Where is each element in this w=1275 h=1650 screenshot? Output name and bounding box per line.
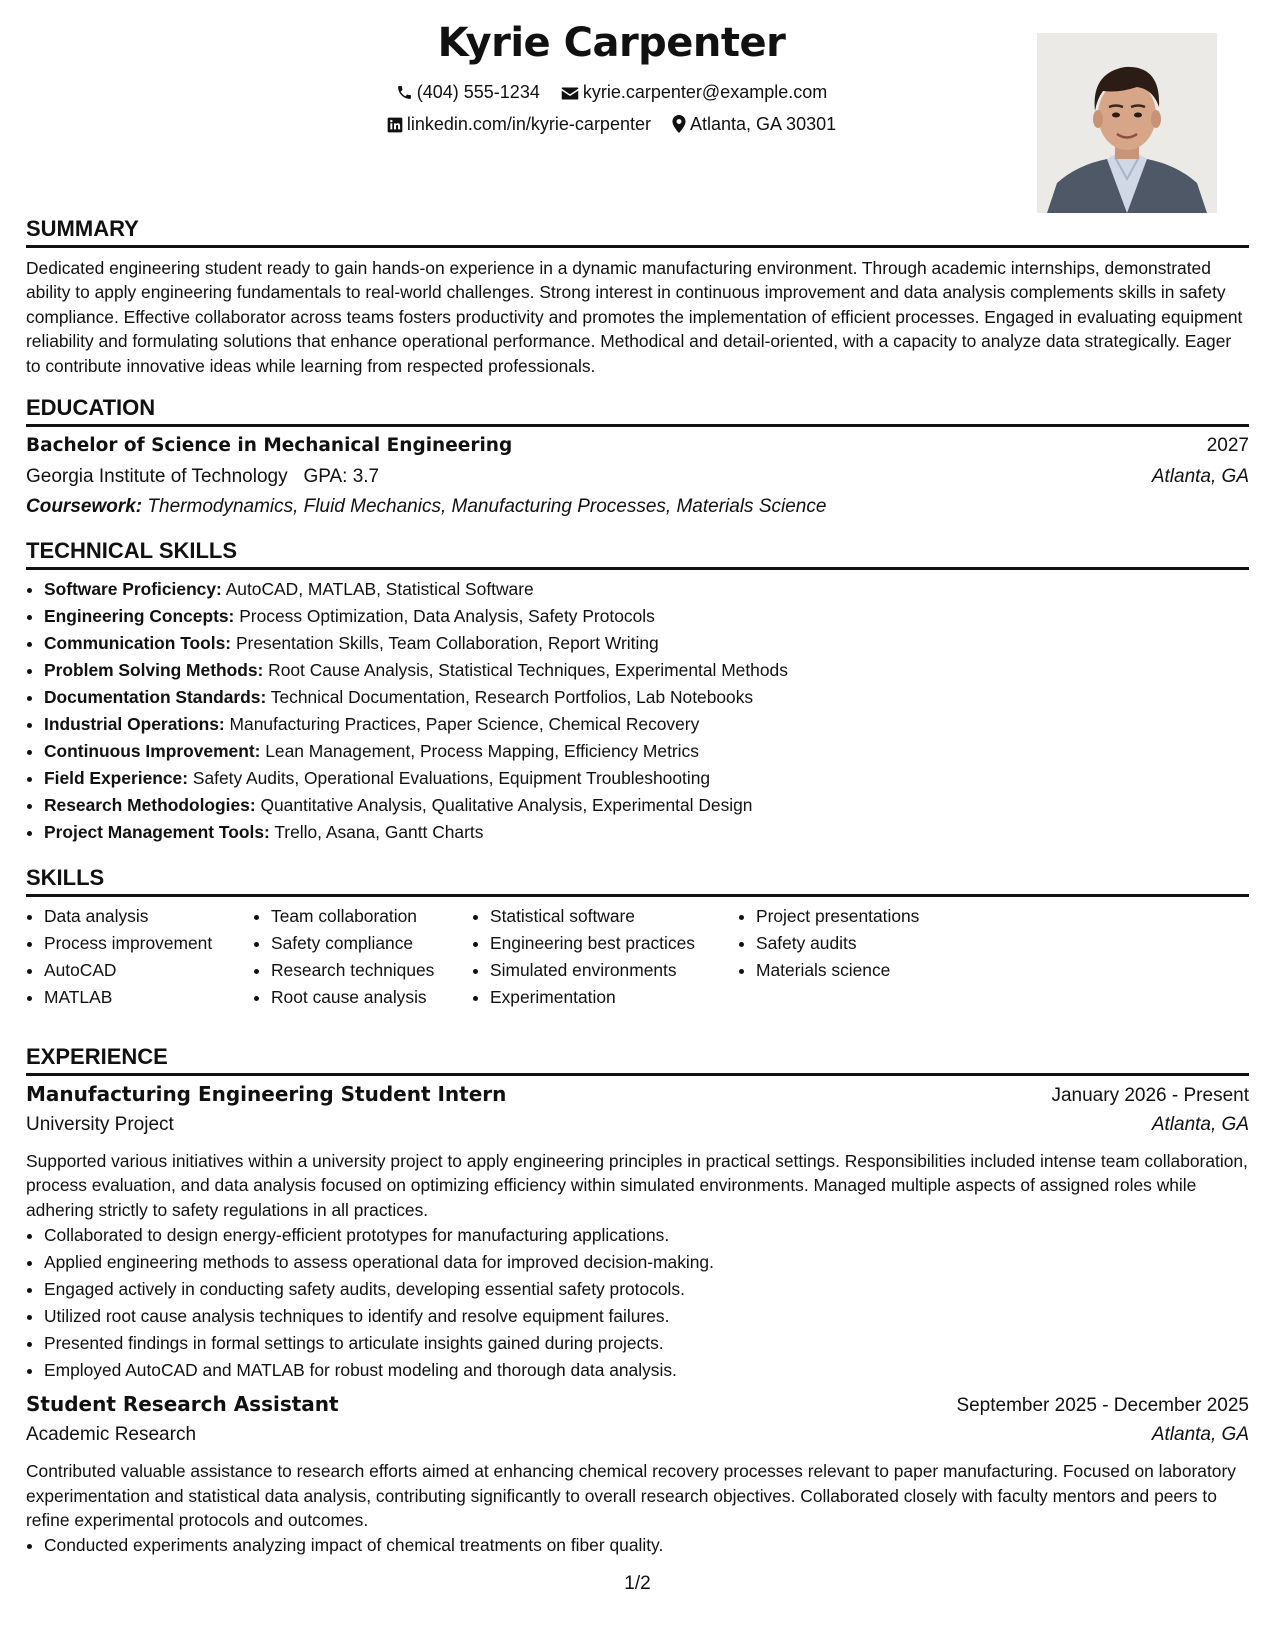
linkedin-text[interactable]: linkedin.com/in/kyrie-carpenter <box>406 113 651 134</box>
list-item <box>44 603 1249 630</box>
list-item: • Engaged actively in conducting safety audits, developing essential safety protocols. <box>44 1276 1249 1303</box>
school-line <box>26 466 379 488</box>
item-value: Root Cause Analysis, Statistical Techniques, Experimental Methods <box>263 660 788 680</box>
list-item <box>44 819 1249 846</box>
job-org-row <box>26 1424 1249 1454</box>
skill-item: • Process improvement <box>44 930 253 957</box>
contact-linkedin[interactable] <box>387 114 651 135</box>
item-label: Problem Solving Methods: <box>44 660 264 680</box>
skills-column <box>26 903 253 1011</box>
item-value: Quantitative Analysis, Qualitative Analysis, Experimental Design <box>255 795 753 815</box>
contact-phone <box>396 82 540 103</box>
summary-text: Dedicated engineering student ready to gain hands-on experience in a dynamic manufacturing environment. Through academic internships, demonstrated ability to apply engineering fundamentals to real-world challenges. Strong interest in continuous improvement and data analysis complements skills in safety compliance. Effective collaborator across teams fosters productivity and promotes the implementation of efficient processes. Engaged in evaluating equipment reliability and formulating solutions that enhance operational performance. Methodical and detail-oriented, with a capacity to analyze data strategically. Eager to contribute innovative ideas while learning from respected professionals. <box>26 258 1243 376</box>
section-divider <box>26 894 1249 897</box>
item-label: Research Methodologies: <box>44 795 256 815</box>
skill-item: • Root cause analysis <box>271 984 472 1011</box>
list-item <box>44 657 1249 684</box>
list-item: • Presented findings in formal settings to articulate insights gained during projects. <box>44 1330 1249 1357</box>
section-title: SUMMARY <box>26 216 139 241</box>
item-value: Trello, Asana, Gantt Charts <box>269 822 484 842</box>
item-label: Documentation Standards: <box>44 687 267 707</box>
phone-icon <box>396 84 413 101</box>
section-divider <box>26 1073 1249 1076</box>
coursework-list: Thermodynamics, Fluid Mechanics, Manufacturing Processes, Materials Science <box>142 496 827 517</box>
envelope-icon <box>561 86 579 101</box>
job-header-row <box>26 1392 1249 1424</box>
list-item <box>44 765 1249 792</box>
item-value: Technical Documentation, Research Portfolios, Lab Notebooks <box>266 687 754 707</box>
summary-section <box>26 214 1249 378</box>
item-value: Lean Management, Process Mapping, Efficiency Metrics <box>260 741 699 761</box>
item-value: Presentation Skills, Team Collaboration, Report Writing <box>231 633 659 653</box>
gpa: GPA: 3.7 <box>303 466 380 487</box>
job-description: Contributed valuable assistance to research efforts aimed at enhancing chemical recovery processes relevant to paper manufacturing. Focused on laboratory experimentation and statistical data analysis, contributing significantly to overall research objectives. Collaborated closely with faculty mentors and peers to refine experimental protocols and outcomes. <box>26 1461 1236 1531</box>
technical-skills-section <box>26 536 1249 846</box>
section-divider <box>26 567 1249 570</box>
job-dates: September 2025 - December 2025 <box>956 1395 1249 1417</box>
job-dates: January 2026 - Present <box>1051 1085 1249 1106</box>
school-location: Atlanta, GA <box>1151 466 1249 487</box>
skills-column <box>472 903 738 1011</box>
page-number: 1/2 <box>624 1573 651 1594</box>
contact-location <box>672 114 836 135</box>
skill-item: • Engineering best practices <box>490 930 738 957</box>
skills-column <box>253 903 472 1011</box>
list-item <box>44 630 1249 657</box>
skills-section <box>26 863 1249 1011</box>
skill-item: • Safety compliance <box>271 930 472 957</box>
job-org: University Project <box>26 1114 174 1135</box>
item-label: Communication Tools: <box>44 633 232 653</box>
item-label: Field Experience: <box>44 768 189 788</box>
section-divider <box>26 245 1249 248</box>
job-org-row <box>26 1114 1249 1144</box>
graduation-year: 2027 <box>1206 435 1249 456</box>
list-item: • Collaborated to design energy-efficient prototypes for manufacturing applications. <box>44 1222 1249 1249</box>
list-item: • Utilized root cause analysis techniques to identify and resolve equipment failures. <box>44 1303 1249 1330</box>
skill-item: • MATLAB <box>44 984 253 1011</box>
job-bullets <box>26 1532 1249 1559</box>
job-entry <box>26 1082 1249 1384</box>
skill-item: • Experimentation <box>490 984 738 1011</box>
list-item <box>44 738 1249 765</box>
item-value: Manufacturing Practices, Paper Science, Chemical Recovery <box>224 714 700 734</box>
technical-skills-list <box>26 576 1249 846</box>
skill-item: • Research techniques <box>271 957 472 984</box>
section-title: EXPERIENCE <box>26 1044 168 1069</box>
profile-photo <box>1037 33 1217 213</box>
section-divider <box>26 424 1249 427</box>
degree: Bachelor of Science in Mechanical Engineering <box>26 435 513 456</box>
item-value: AutoCAD, MATLAB, Statistical Software <box>221 579 534 599</box>
phone-text: (404) 555-1234 <box>416 81 540 102</box>
coursework <box>26 496 1249 526</box>
education-school-row <box>26 466 1249 496</box>
job-title: Manufacturing Engineering Student Intern <box>26 1082 507 1106</box>
list-item <box>44 576 1249 603</box>
skills-column <box>738 903 1016 1011</box>
skill-item: • Safety audits <box>756 930 1016 957</box>
skill-item: • Statistical software <box>490 903 738 930</box>
section-title: EDUCATION <box>26 395 156 420</box>
skill-item: • Data analysis <box>44 903 253 930</box>
skill-item: • Materials science <box>756 957 1016 984</box>
skill-item: • Team collaboration <box>271 903 472 930</box>
list-item: • Conducted experiments analyzing impact of chemical treatments on fiber quality. <box>44 1532 1249 1559</box>
list-item <box>44 684 1249 711</box>
job-description: Supported various initiatives within a university project to apply engineering principles in practical settings. Responsibilities included intense team collaboration, process evaluation, and data analysis focused on optimizing efficiency within simulated environments. Managed multiple aspects of assigned roles while adhering strictly to safety regulations in all practices. <box>26 1151 1248 1220</box>
linkedin-icon <box>387 117 403 133</box>
skill-item: • AutoCAD <box>44 957 253 984</box>
job-location: Atlanta, GA <box>1151 1114 1249 1135</box>
email-text[interactable]: kyrie.carpenter@example.com <box>582 81 828 102</box>
item-label: Project Management Tools: <box>44 822 270 842</box>
job-bullets <box>26 1222 1249 1384</box>
item-label: Industrial Operations: <box>44 714 225 734</box>
location-text: Atlanta, GA 30301 <box>690 113 837 134</box>
item-label: Software Proficiency: <box>44 579 222 599</box>
skills-grid <box>26 903 1249 1011</box>
list-item <box>44 711 1249 738</box>
school-name: Georgia Institute of Technology <box>26 466 288 487</box>
section-title: SKILLS <box>26 865 105 890</box>
item-value: Safety Audits, Operational Evaluations, Equipment Troubleshooting <box>188 768 711 788</box>
item-label: Continuous Improvement: <box>44 741 261 761</box>
job-entry <box>26 1392 1249 1559</box>
job-org: Academic Research <box>26 1424 197 1446</box>
list-item <box>44 792 1249 819</box>
candidate-name: Kyrie Carpenter <box>437 20 786 66</box>
coursework-label: Coursework: <box>26 496 143 517</box>
section-title: TECHNICAL SKILLS <box>26 538 238 563</box>
item-value: Process Optimization, Data Analysis, Safety Protocols <box>234 606 655 626</box>
job-title: Student Research Assistant <box>26 1392 339 1417</box>
experience-section <box>26 1042 1249 1559</box>
list-item: • Employed AutoCAD and MATLAB for robust modeling and thorough data analysis. <box>44 1357 1249 1384</box>
education-header-row <box>26 435 1249 466</box>
job-location: Atlanta, GA <box>1151 1424 1249 1446</box>
map-pin-icon <box>672 115 686 133</box>
list-item: • Applied engineering methods to assess operational data for improved decision-making. <box>44 1249 1249 1276</box>
skill-item: • Project presentations <box>756 903 1016 930</box>
item-label: Engineering Concepts: <box>44 606 235 626</box>
education-section <box>26 393 1249 526</box>
job-header-row <box>26 1082 1249 1114</box>
skill-item: • Simulated environments <box>490 957 738 984</box>
contact-email[interactable] <box>561 82 827 103</box>
